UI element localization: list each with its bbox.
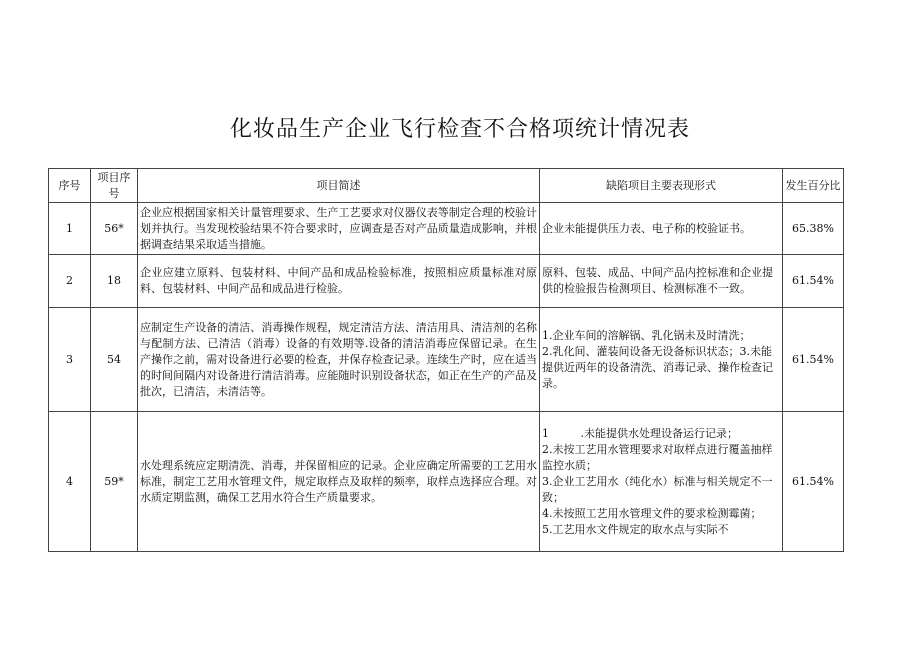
header-item-desc: 项目简述 xyxy=(138,169,540,203)
row-item-desc: 应制定生产设备的清洁、消毒操作规程，规定清洁方法、清洁用具、清洁剂的名称与配制方法、已清洁（消毒）设备的有效期等.设备的清洁消毒应保留记录。在生产操作之前，需对设备进行必要的检查，并保存检查记录。连续生产时，应在适当的时间间隔内对设备进行清洁消毒。应能随时识别设备状态，如正在生产的产品及批次，已清洁，未清洁等。 xyxy=(138,308,540,412)
table-row xyxy=(49,308,844,412)
nonconformity-table xyxy=(48,168,844,552)
row-item-desc: 企业应根据国家相关计量管理要求、生产工艺要求对仪器仪表等制定合理的校验计划并执行。当发现校验结果不符合要求时，应调查是否对产品质量造成影响，并根据调查结果采取适当措施。 xyxy=(138,203,540,255)
defect-line: 3.企业工艺用水（纯化水）标准与相关规定不一致； xyxy=(542,474,773,504)
row-item-no: 54 xyxy=(91,308,138,412)
header-item-no: 项目序号 xyxy=(91,169,138,203)
row-item-no: 56* xyxy=(91,203,138,255)
row-pct: 61.54% xyxy=(783,255,844,308)
table-row xyxy=(49,203,844,255)
row-defects xyxy=(540,255,783,308)
defect-line: 2.乳化间、灌装间设备无设备标识状态；3.未能提供近两年的设备清洗、消毒记录、操作检查记录。 xyxy=(542,344,773,390)
row-item-no: 18 xyxy=(91,255,138,308)
page-title: 化妆品生产企业飞行检查不合格项统计情况表 xyxy=(229,117,690,142)
defect-line: 4.未按照工艺用水管理文件的要求检测霉菌； xyxy=(542,506,762,520)
row-seq: 1 xyxy=(49,203,91,255)
table-row xyxy=(49,412,844,552)
row-seq: 3 xyxy=(49,308,91,412)
row-seq: 2 xyxy=(49,255,91,308)
row-item-desc: 企业应建立原料、包装材料、中间产品和成品检验标准，按照相应质量标准对原料、包装材料、中间产品和成品进行检验。 xyxy=(138,255,540,308)
row-pct: 65.38% xyxy=(783,203,844,255)
table-header-row xyxy=(49,169,844,203)
defect-line: 原料、包装、成品、中间产品内控标准和企业提供的检验报告检测项目、检测标准不一致。 xyxy=(542,266,773,295)
header-pct: 发生百分比 xyxy=(783,169,844,203)
row-defects xyxy=(540,203,783,255)
row-item-no: 59* xyxy=(91,412,138,552)
defect-line: 5.工艺用水文件规定的取水点与实际不 xyxy=(542,522,729,536)
defect-line: 企业未能提供压力表、电子称的校验证书。 xyxy=(542,221,751,235)
defect-line: 1.企业车间的溶解锅、乳化锅未及时清洗； xyxy=(542,328,751,342)
defect-line: 1 .未能提供水处理设备运行记录； xyxy=(542,426,738,440)
header-seq: 序号 xyxy=(49,169,91,203)
table-row xyxy=(49,255,844,308)
row-defects xyxy=(540,308,783,412)
row-pct: 61.54% xyxy=(783,412,844,552)
row-item-desc: 水处理系统应定期清洗、消毒，并保留相应的记录。企业应确定所需要的工艺用水标准，制定工艺用水管理文件，规定取样点及取样的频率，取样点选择应合理。对水质定期监测，确保工艺用水符合生产质量要求。 xyxy=(138,412,540,552)
defect-line: 2.未按工艺用水管理要求对取样点进行覆盖抽样监控水质； xyxy=(542,442,773,472)
row-defects xyxy=(540,412,783,552)
header-defects: 缺陷项目主要表现形式 xyxy=(540,169,783,203)
row-seq: 4 xyxy=(49,412,91,552)
row-pct: 61.54% xyxy=(783,308,844,412)
